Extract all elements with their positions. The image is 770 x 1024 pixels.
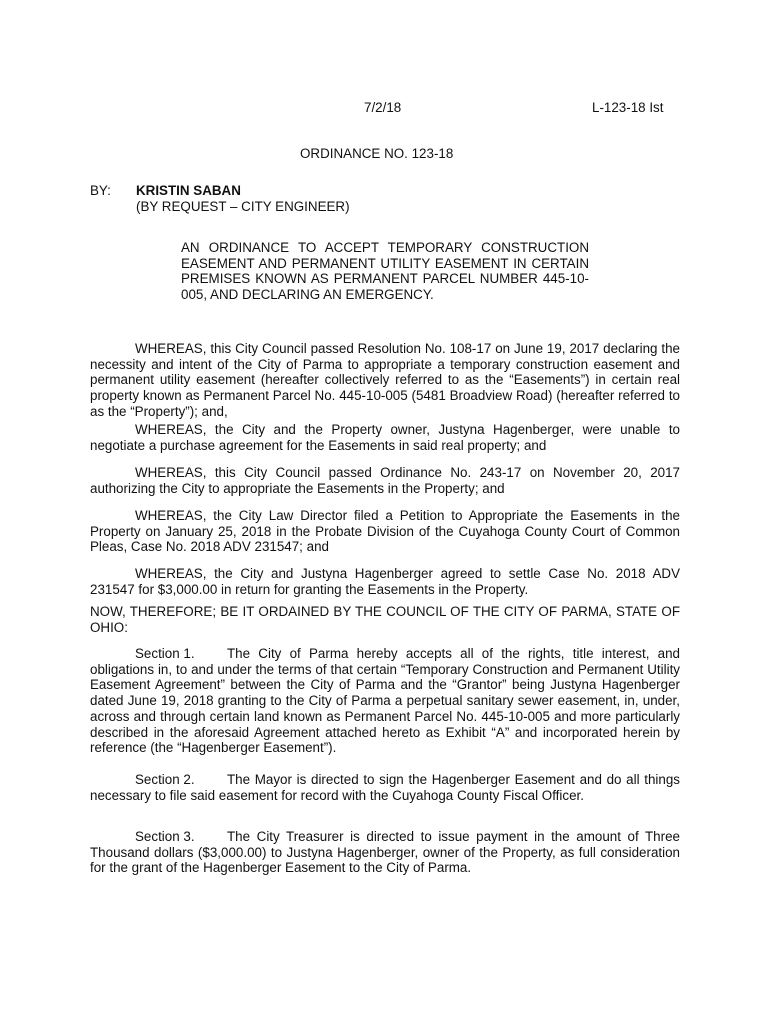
section-2-label: Section 2. [135,772,195,787]
header-code: L-123-18 Ist [592,100,664,115]
section-3-text: The City Treasurer is directed to issue payment in the amount of Three Thousand dollars ($3,000.00) to Justyna Hagenberger, owner of the Property, as full consideration for the grant of the Hagenberger Easement to the City of Parma. [90,829,680,876]
whereas-paragraph-3: WHEREAS, this City Council passed Ordinance No. 243-17 on November 20, 2017 authorizing the City to appropriate the Easements in the Property; and [90,465,680,496]
header-date: 7/2/18 [364,100,402,115]
whereas-paragraph-5: WHEREAS, the City and Justyna Hagenberger agreed to settle Case No. 2018 ADV 231547 for $3,000.00 in return for granting the Easements in the Property. [90,566,680,597]
by-label: BY: [90,183,111,198]
section-2 [90,772,680,803]
sponsor-name: KRISTIN SABAN [136,183,241,198]
section-1-label: Section 1. [135,646,195,661]
section-3-label: Section 3. [135,829,195,844]
ordained-clause: NOW, THEREFORE; BE IT ORDAINED BY THE COUNCIL OF THE CITY OF PARMA, STATE OF OHIO: [90,604,680,635]
ordinance-title: ORDINANCE NO. 123-18 [300,146,454,161]
whereas-paragraph-4: WHEREAS, the City Law Director filed a Petition to Appropriate the Easements in the Property on January 25, 2018 in the Probate Division of the Cuyahoga County Court of Common Pleas, Case No. 2018 ADV 231547; and [90,508,680,555]
section-1 [90,646,680,756]
section-1-text: The City of Parma hereby accepts all of the rights, title interest, and obligations in, to and under the terms of that certain “Temporary Construction and Permanent Utility Easement Agreement” between the City of Parma and the “Grantor” being Justyna Hagenberger dated June 19, 2018 granting to the City of Parma a perpetual sanitary sewer easement, in, under, across and through certain land known as Permanent Parcel No. 445-10-005 and more particularly described in the aforesaid Agreement attached hereto as Exhibit “A” and incorporated herein by reference (the “Hagenberger Easement”). [90,646,680,756]
whereas-paragraph-2: WHEREAS, the City and the Property owner, Justyna Hagenberger, were unable to negotiate a purchase agreement for the Easements in said real property; and [90,422,680,453]
section-3 [90,829,680,876]
ordinance-caption: AN ORDINANCE TO ACCEPT TEMPORARY CONSTRUCTION EASEMENT AND PERMANENT UTILITY EASEMENT IN CERTAIN PREMISES KNOWN AS PERMANENT PARCEL NUMBER 445-10-005, AND DECLARING AN EMERGENCY. [181,240,589,303]
section-2-text: The Mayor is directed to sign the Hagenberger Easement and do all things necessary to file said easement for record with the Cuyahoga County Fiscal Officer. [90,772,680,803]
whereas-paragraph-1: WHEREAS, this City Council passed Resolution No. 108-17 on June 19, 2017 declaring the necessity and intent of the City of Parma to appropriate a temporary construction easement and permanent utility easement (hereafter collectively referred to as the “Easements”) in certain real property known as Permanent Parcel No. 445-10-005 (5481 Broadview Road) (hereafter referred to as the “Property”); and, [90,341,680,419]
sponsor-request: (BY REQUEST – CITY ENGINEER) [136,199,350,214]
